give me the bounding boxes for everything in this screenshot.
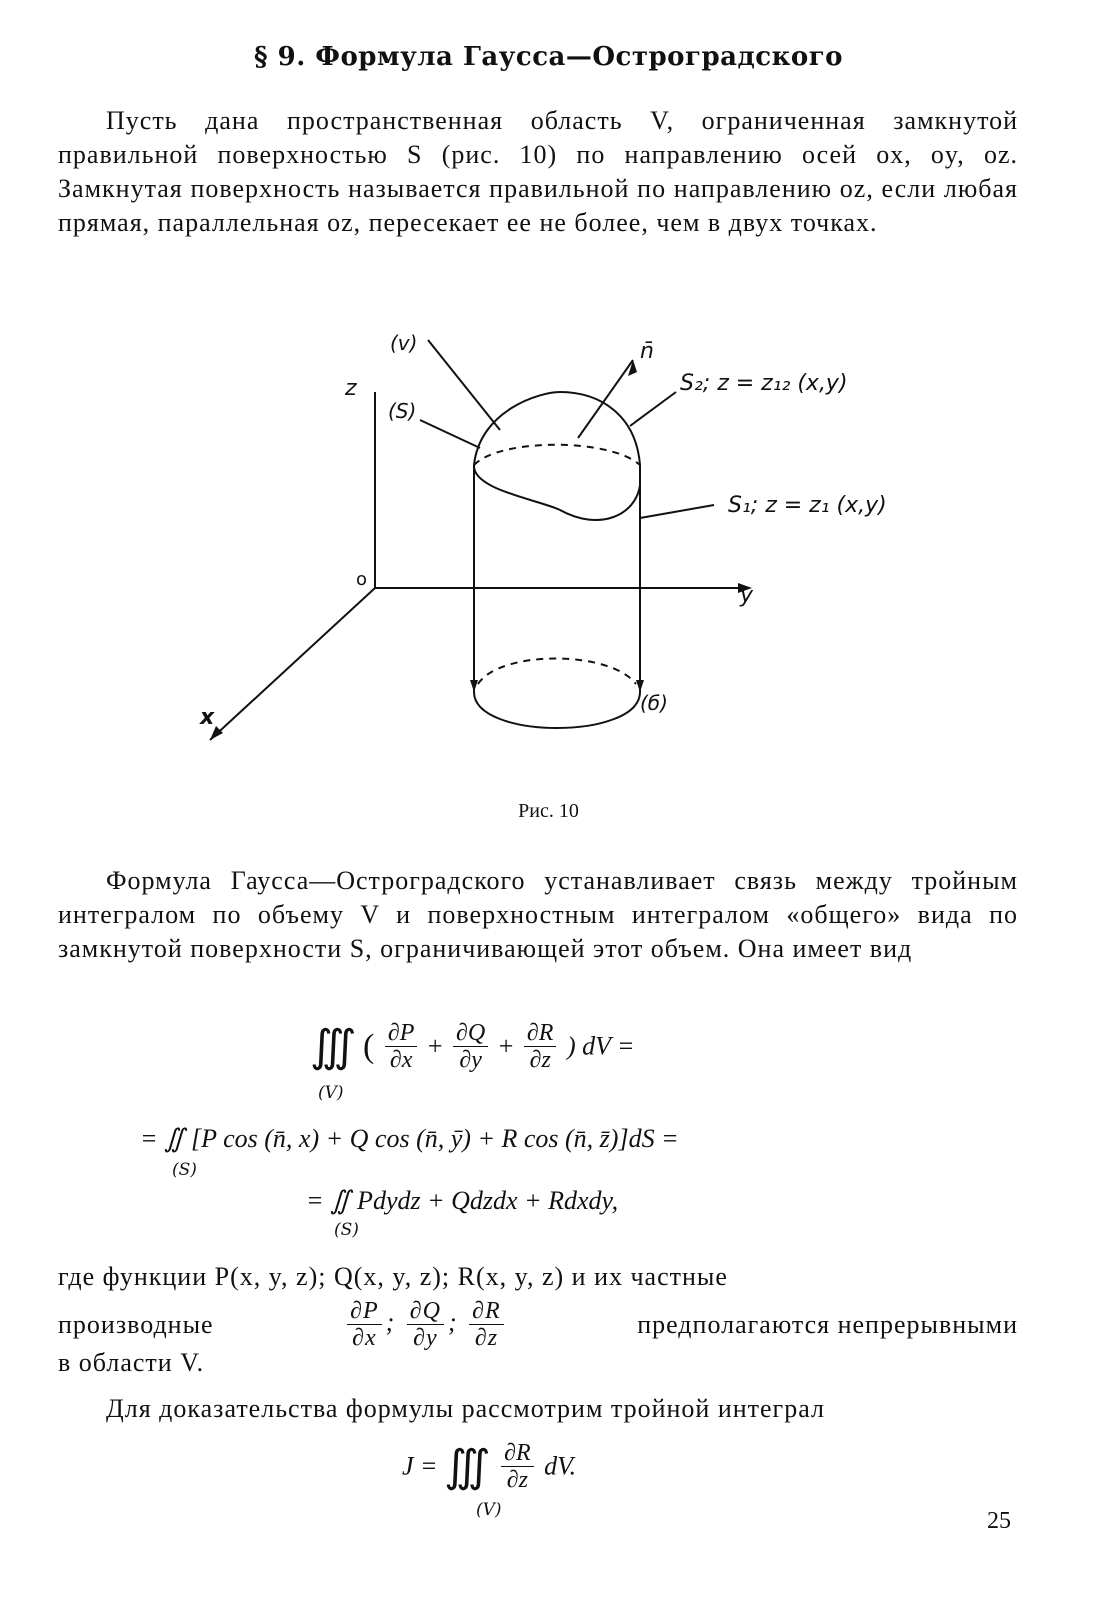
normal-vector-line (578, 360, 633, 438)
fraction-dp-dx-inline: $\frac{\partial P}{\partial x}$ (347, 1298, 382, 1351)
fraction-dq-dy-inline: $\frac{\partial Q}{\partial y}$ (407, 1298, 444, 1351)
plus-sign: + (427, 1031, 443, 1061)
leader-v (428, 340, 500, 430)
j-lhs: J = (402, 1451, 438, 1481)
label-s: (S) (388, 399, 417, 423)
leader-s1 (640, 505, 714, 518)
label-x: x (200, 705, 215, 730)
label-v: (v) (390, 331, 418, 355)
derivatives-label: производные (58, 1309, 214, 1339)
formula-surface-integral-cos: = ∬ [P cos (n̄, x) + Q cos (n̄, ȳ) + R cos (n̄, z̄)]dS = (140, 1124, 679, 1153)
page-number: 25 (987, 1508, 1011, 1534)
figure-10-drawing (0, 300, 1097, 780)
paragraph-proof (58, 1392, 1018, 1426)
continuity-text: предполагаются непрерывными (637, 1309, 1018, 1339)
fraction-dq-dy: $\frac{\partial Q}{\partial y}$ (453, 1020, 488, 1073)
bottom-ellipse-back-dashed (478, 659, 636, 685)
bottom-ellipse-front (474, 692, 640, 728)
paragraph-formula-intro-text: Формула Гаусса—Остроградского устанавливает связь между тройным интегралом по объему V и поверхностным интегралом «общего» вида по замкнутой поверхности S, ограничивающей этот объем. Она имеет вид (58, 866, 1018, 963)
top-rim-dashed (474, 445, 640, 465)
label-n: n̄ (640, 339, 654, 364)
formula-j-definition (402, 1440, 576, 1493)
j-rhs: dV. (544, 1451, 577, 1481)
triple-integral-sign: ∭ (310, 1022, 343, 1071)
formula-volume-integral (310, 1020, 635, 1073)
lower-surface-s1 (474, 465, 640, 520)
fraction-dr-dz-inline: $\frac{\partial R}{\partial z}$ (469, 1298, 504, 1351)
paragraph-formula-intro (58, 864, 1018, 966)
label-b: (б) (640, 691, 668, 715)
label-s1: S₁; z = z₁ (x,y) (728, 493, 887, 518)
figure-10 (0, 300, 1097, 780)
fraction-dr-dz-j: $\frac{\partial R}{\partial z}$ (501, 1440, 534, 1493)
cylinder-left-arrowhead (470, 680, 478, 692)
formula4-subscript: (V) (476, 1500, 502, 1520)
paragraph-functions-line2 (58, 1298, 1018, 1351)
paragraph-intro (58, 104, 1018, 240)
paragraph-functions-line3: в области V. (58, 1348, 205, 1377)
label-z: z (345, 376, 357, 401)
label-origin: o (356, 569, 368, 590)
x-axis (210, 588, 375, 740)
figure-caption: Рис. 10 (518, 800, 579, 822)
formula3-subscript: (S) (334, 1220, 359, 1240)
paragraph-functions-line1: где функции P(x, y, z); Q(x, y, z); R(x, y, z) и их частные (58, 1262, 728, 1291)
normal-arrowhead (628, 360, 637, 376)
label-s2: S₂; z = z₁₂ (x,y) (680, 371, 848, 396)
formula-surface-integral-general: = ∬ Pdydz + Qdzdx + Rdxdy, (306, 1186, 619, 1215)
formula1-subscript: (V) (318, 1083, 344, 1103)
paragraph-proof-text: Для доказательства формулы рассмотрим тройной интеграл (106, 1394, 825, 1423)
derivatives-list: $\frac{\partial P}{\partial x}$ ; $\frac{\partial Q}{\partial y}$ ; $\frac{\partial R}{\partial z}$ (343, 1298, 508, 1351)
label-y: y (740, 583, 754, 608)
leader-s (420, 420, 480, 448)
fraction-dr-dz: $\frac{\partial R}{\partial z}$ (524, 1020, 557, 1073)
plus-sign: + (498, 1031, 514, 1061)
section-heading: § 9. Формула Гаусса—Остроградского (253, 42, 844, 72)
paragraph-intro-text: Пусть дана пространственная область V, ограниченная замкнутой правильной поверхностью S (рис. 10) по направлению осей ox, oy, oz. Замкнутая поверхность называется правильной по направлению oz, если любая прямая, параллельная oz, пересекает ее не более, чем в двух точках. (58, 106, 1018, 237)
triple-integral-sign: ∭ (444, 1442, 477, 1491)
open-paren: ( (363, 1027, 375, 1065)
leader-s2 (630, 392, 676, 426)
close-paren-dv: ) dV = (566, 1031, 635, 1061)
fraction-dp-dx: $\frac{\partial P}{\partial x}$ (385, 1020, 418, 1073)
formula2-subscript: (S) (172, 1160, 197, 1180)
